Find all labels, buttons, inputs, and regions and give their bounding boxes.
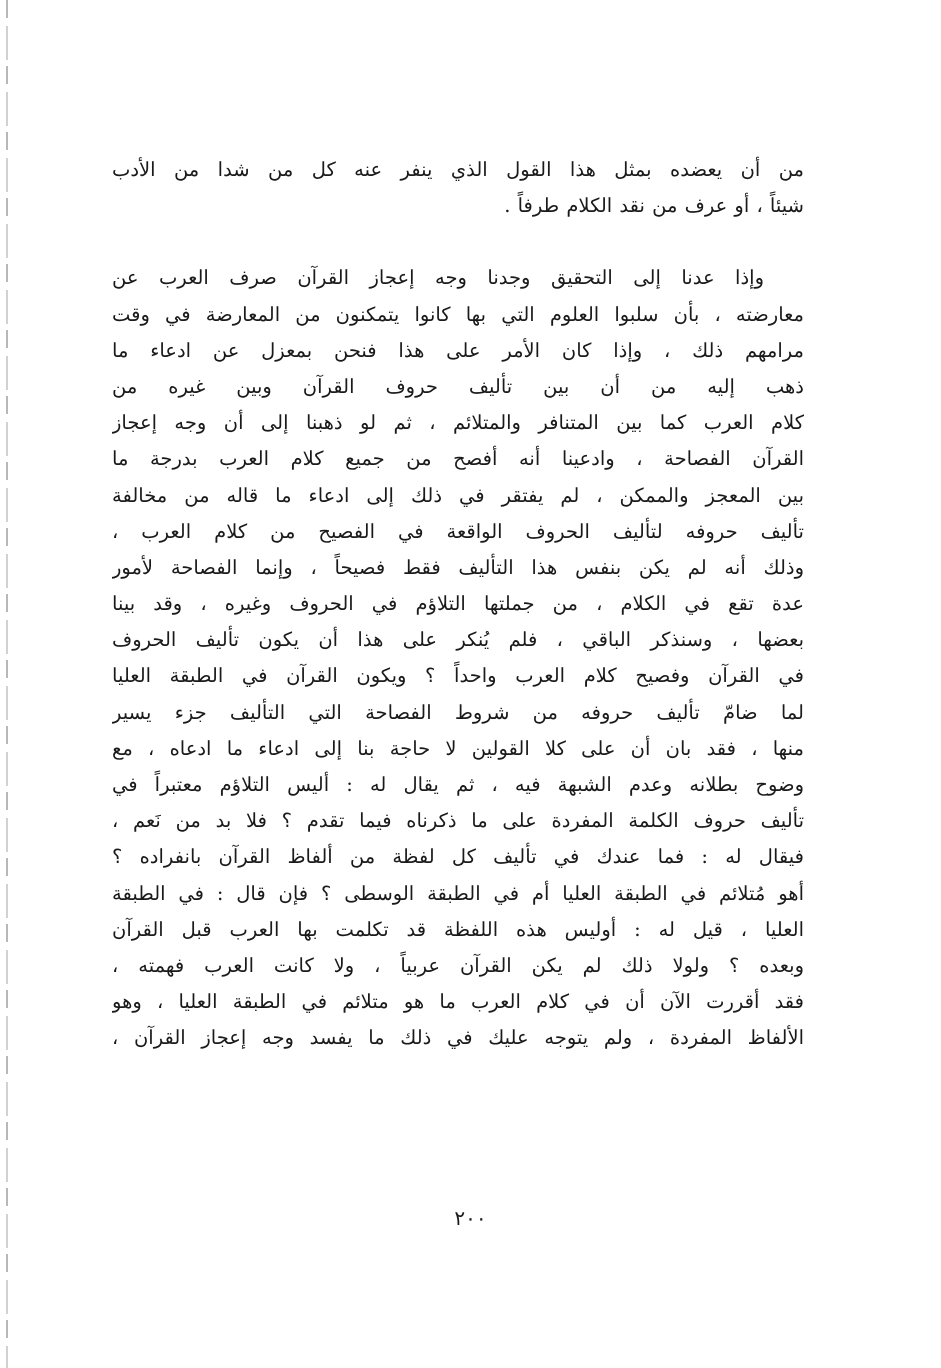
- text-line: وضوح بطلانه وعدم الشبهة فيه ، ثم يقال له : أليس التلاؤم معتبراً في: [112, 773, 804, 796]
- text-line: بين المعجز والممكن ، لم يفتقر في ذلك إلى ادعاء ما قاله من مخالفة: [112, 483, 804, 507]
- text-line: ذهب إليه من أن بين تأليف حروف القرآن وبين غيره من: [112, 374, 804, 398]
- scan-edge-line: [6, 0, 8, 1368]
- text-line: وذلك أنه لم يكن بنفس هذا التأليف فقط فصيحاً ، وإنما الفصاحة لأمور: [112, 555, 804, 579]
- paragraph-2: [112, 260, 804, 1056]
- text-line: فقد أقررت الآن أن في كلام العرب ما هو متلائم في الطبقة العليا ، وهو: [112, 990, 804, 1014]
- text-line: لما ضامّ تأليف حروفه من شروط الفصاحة التي التأليف جزء يسير: [112, 700, 804, 724]
- text-line: كلام العرب كما بين المتنافر والمتلائم ، ثم لو ذهبنا إلى أن وجه إعجاز: [112, 411, 804, 435]
- text-line: تأليف حروفه لتأليف الحروف الواقعة في الفصيح من كلام العرب ،: [112, 519, 804, 543]
- text-line: تأليف حروف الكلمة المفردة على ما ذكرناه فيما تقدم ؟ فلا بد من نَعم ،: [112, 809, 804, 833]
- page-body: [112, 152, 804, 1057]
- text-line: معارضته ، بأن سلبوا العلوم التي بها كانوا يتمكنون من المعارضة في وقت: [112, 302, 804, 326]
- text-line: فيقال له : فما عندك في تأليف كل لفظة من ألفاظ القرآن بانفراده ؟: [112, 845, 804, 869]
- text-line: أهو مُتلائم في الطبقة العليا أم في الطبقة الوسطى ؟ فإن قال : في الطبقة: [112, 881, 804, 905]
- text-line: من أن يعضده بمثل هذا القول الذي ينفر عنه كل من شدا من الأدب: [112, 158, 804, 181]
- text-line: بعضها ، وسنذكر الباقي ، فلم يُنكر على هذا أن يكون تأليف الحروف: [112, 628, 804, 652]
- text-line: عدة تقع في الكلام ، من جملتها التلاؤم في الحروف وغيره ، وقد بينا: [112, 592, 804, 616]
- text-line: شيئاً ، أو عرف من نقد الكلام طرفاً .: [504, 194, 804, 218]
- text-line: مرامهم ذلك ، وإذا كان الأمر على هذا فنحن بمعزل عن ادعاء ما: [112, 338, 804, 362]
- text-line: في القرآن وفصيح كلام العرب واحداً ؟ ويكون القرآن في الطبقة العليا: [112, 664, 804, 688]
- text-line: الألفاظ المفردة ، ولم يتوجه عليك في ذلك ما يفسد وجه إعجاز القرآن ،: [112, 1026, 804, 1050]
- text-line: العليا ، قيل له : أوليس هذه اللفظة قد تكلمت بها العرب قبل القرآن: [112, 917, 804, 941]
- paragraph-1: [112, 152, 804, 224]
- text-line: وبعده ؟ ولولا ذلك لم يكن القرآن عربياً ، ولا كانت العرب فهمته ،: [112, 953, 804, 977]
- text-line: القرآن الفصاحة ، وادعينا أنه أفصح من جميع كلام العرب بدرجة ما: [112, 447, 804, 471]
- text-line: وإذا عدنا إلى التحقيق وجدنا وجه إعجاز القرآن صرف العرب عن: [112, 266, 764, 290]
- page-number: ٢٠٠: [454, 1206, 487, 1230]
- text-line: منها ، فقد بان أن على كلا القولين لا حاجة بنا إلى ادعاء ما ادعاه ، مع: [112, 736, 804, 760]
